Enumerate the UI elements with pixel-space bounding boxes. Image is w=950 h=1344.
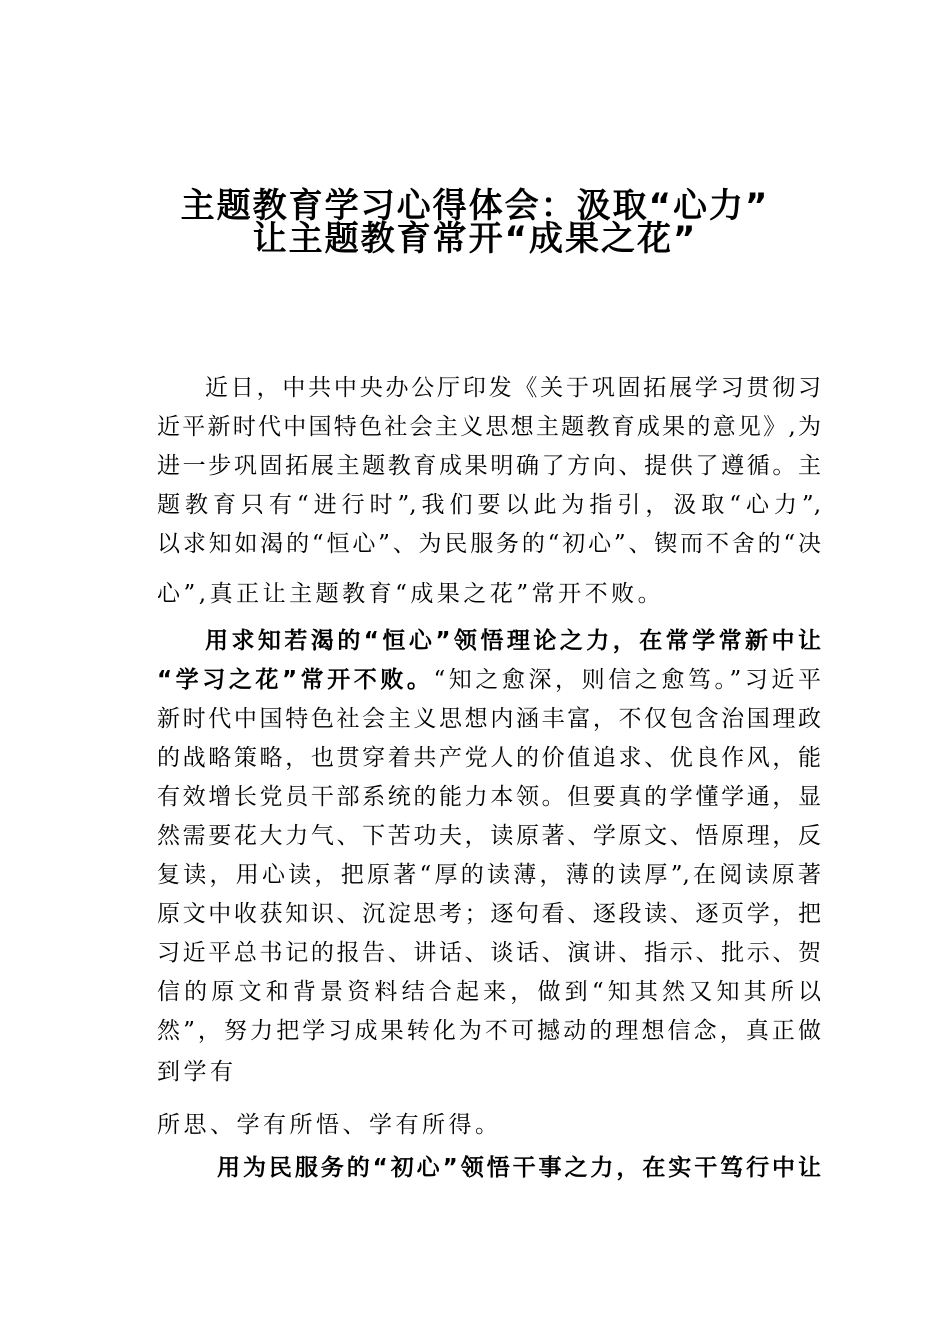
paragraph-2-line-2 bbox=[157, 665, 821, 695]
paragraph-2-quote: “知之愈深，则信之愈笃。”习近平 bbox=[433, 667, 821, 693]
paragraph-1-line: 近平新时代中国特色社会主义思想主题教育成果的意见》,为 bbox=[157, 414, 821, 440]
paragraph-2-line: 新时代中国特色社会主义思想内涵丰富，不仅包含治国理政 bbox=[157, 706, 821, 732]
paragraph-1-line: 以求知如渴的“恒心”、为民服务的“初心”、锲而不舍的“决 bbox=[157, 531, 821, 557]
paragraph-2-line: 原文中收获知识、沉淀思考；逐句看、逐段读、逐页学，把 bbox=[157, 901, 821, 927]
paragraph-1-line: 题教育只有“进行时”,我们要以此为指引，汲取“心力”, bbox=[157, 492, 821, 518]
paragraph-1-line: 进一步巩固拓展主题教育成果明确了方向、提供了遵循。主 bbox=[157, 453, 821, 479]
paragraph-2-line: 习近平总书记的报告、讲话、谈话、演讲、指示、批示、贺 bbox=[157, 940, 821, 966]
document-title-line-1: 主题教育学习心得体会：汲取“心力” bbox=[180, 186, 770, 226]
paragraph-2-line: 信的原文和背景资料结合起来，做到“知其然又知其所以 bbox=[157, 979, 821, 1005]
paragraph-3-heading-line-1: 用为民服务的“初心”领悟干事之力，在实干笃行中让 bbox=[217, 1155, 821, 1181]
paragraph-2-continuation: 所思、学有所悟、学有所得。 bbox=[157, 1112, 502, 1138]
paragraph-2-heading-line-2: “学习之花”常开不败。 bbox=[157, 667, 434, 693]
paragraph-2-line: 到学有 bbox=[157, 1059, 237, 1085]
paragraph-2-line: 复读，用心读，把原著“厚的读薄，薄的读厚”,在阅读原著 bbox=[157, 862, 821, 888]
paragraph-2-heading-line-1: 用求知若渴的“恒心”领悟理论之力，在常学常新中让 bbox=[205, 628, 821, 654]
paragraph-1-line: 近日，中共中央办公厅印发《关于巩固拓展学习贯彻习 bbox=[205, 375, 821, 401]
paragraph-2-line: 然”，努力把学习成果转化为不可撼动的理想信念，真正做 bbox=[157, 1018, 821, 1044]
paragraph-1-line: 心”,真正让主题教育“成果之花”常开不败。 bbox=[157, 581, 665, 607]
paragraph-2-line: 的战略策略，也贯穿着共产党人的价值追求、优良作风，能 bbox=[157, 745, 821, 771]
paragraph-2-line: 然需要花大力气、下苦功夫，读原著、学原文、悟原理，反 bbox=[157, 823, 821, 849]
document-title-line-2: 让主题教育常开“成果之花” bbox=[252, 219, 698, 259]
paragraph-2-line: 有效增长党员干部系统的能力本领。但要真的学懂学通，显 bbox=[157, 784, 821, 810]
